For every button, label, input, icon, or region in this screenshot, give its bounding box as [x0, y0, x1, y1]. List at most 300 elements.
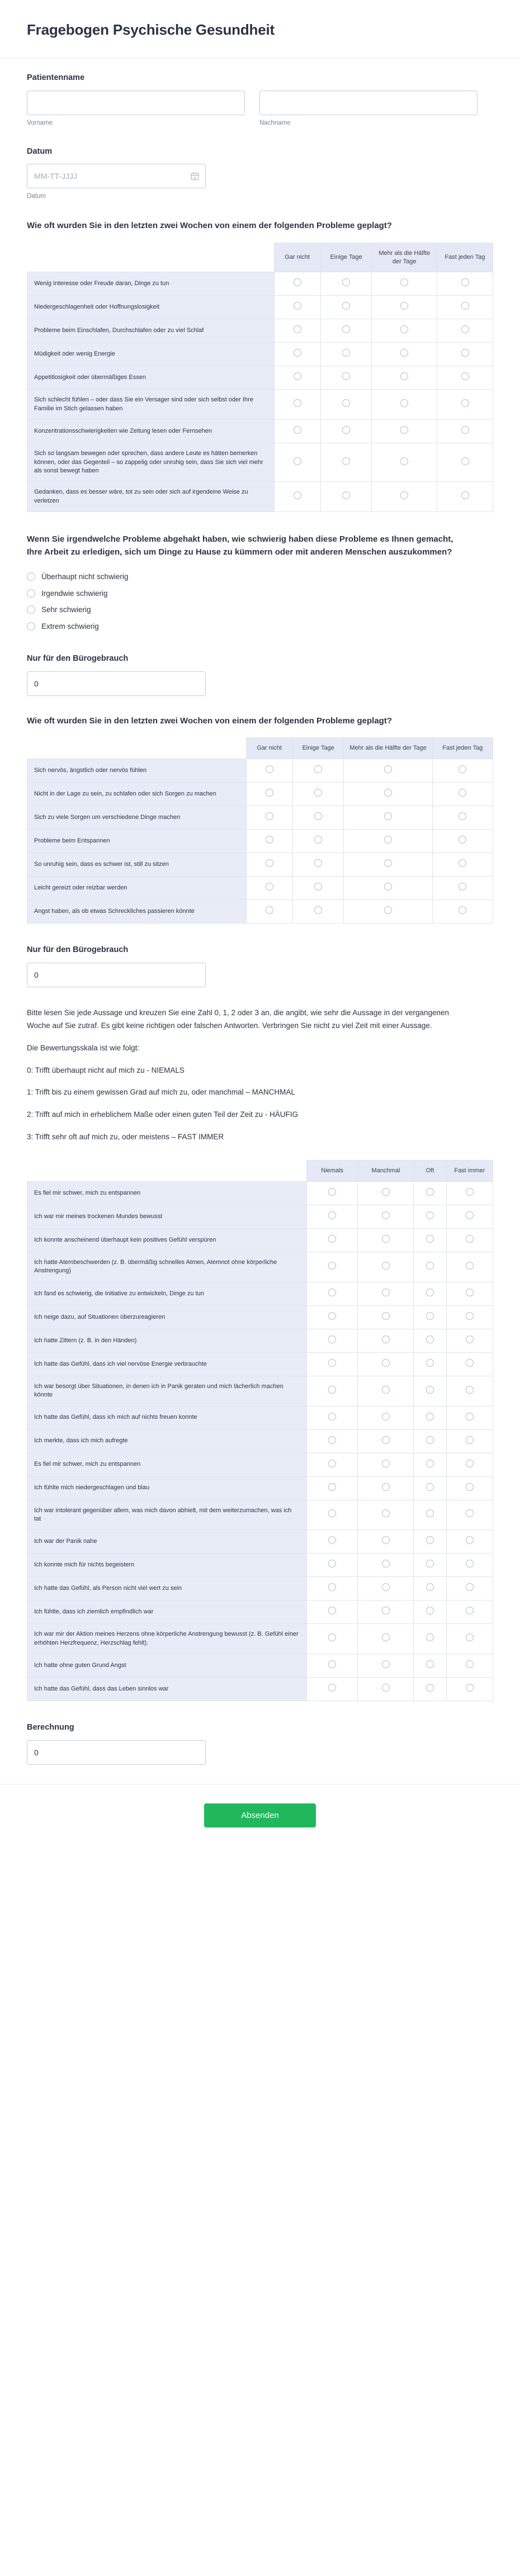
radio-button[interactable] — [294, 491, 301, 499]
radio-button[interactable] — [466, 1289, 474, 1296]
radio-button[interactable] — [461, 426, 469, 434]
matrix-cell[interactable] — [274, 272, 320, 296]
submit-button[interactable]: Absenden — [204, 1803, 316, 1827]
radio-button[interactable] — [328, 1262, 336, 1270]
radio-button[interactable] — [384, 883, 392, 891]
radio-button[interactable] — [466, 1660, 474, 1668]
matrix-cell[interactable] — [446, 1654, 493, 1678]
matrix-cell[interactable] — [274, 343, 320, 366]
matrix-cell[interactable] — [446, 1678, 493, 1701]
radio-button[interactable] — [466, 1211, 474, 1219]
matrix-cell[interactable] — [358, 1376, 414, 1406]
matrix-cell[interactable] — [437, 343, 493, 366]
matrix-cell[interactable] — [306, 1429, 358, 1453]
matrix-cell[interactable] — [414, 1453, 446, 1476]
radio-button[interactable] — [342, 372, 350, 380]
matrix-cell[interactable] — [446, 1500, 493, 1530]
radio-button[interactable] — [328, 1235, 336, 1243]
matrix-cell[interactable] — [320, 319, 372, 343]
radio-button[interactable] — [342, 491, 350, 499]
matrix-cell[interactable] — [320, 443, 372, 482]
radio-button[interactable] — [314, 836, 322, 844]
radio-button[interactable] — [382, 1262, 390, 1270]
difficulty-option[interactable] — [27, 602, 493, 618]
matrix-cell[interactable] — [437, 482, 493, 512]
matrix-cell[interactable] — [372, 366, 437, 390]
matrix-cell[interactable] — [306, 1282, 358, 1305]
matrix-cell[interactable] — [358, 1352, 414, 1376]
matrix-cell[interactable] — [306, 1329, 358, 1352]
matrix-cell[interactable] — [320, 390, 372, 420]
radio-button[interactable] — [400, 325, 408, 333]
radio-button[interactable] — [382, 1583, 390, 1591]
matrix-cell[interactable] — [306, 1352, 358, 1376]
radio-button[interactable] — [426, 1583, 434, 1591]
matrix-cell[interactable] — [306, 1228, 358, 1252]
radio-button[interactable] — [382, 1211, 390, 1219]
matrix-cell[interactable] — [372, 272, 437, 296]
matrix-cell[interactable] — [414, 1305, 446, 1329]
matrix-cell[interactable] — [432, 900, 493, 924]
matrix-cell[interactable] — [306, 1554, 358, 1577]
matrix-cell[interactable] — [292, 877, 344, 900]
radio-button[interactable] — [328, 1607, 336, 1614]
radio-button[interactable] — [384, 906, 392, 914]
radio-button[interactable] — [382, 1536, 390, 1544]
matrix-cell[interactable] — [358, 1624, 414, 1654]
radio-button[interactable] — [266, 883, 273, 891]
radio-button[interactable] — [458, 789, 466, 797]
matrix-cell[interactable] — [306, 1654, 358, 1678]
radio-button[interactable] — [400, 349, 408, 357]
matrix-cell[interactable] — [414, 1181, 446, 1205]
radio-button[interactable] — [461, 491, 469, 499]
matrix-cell[interactable] — [358, 1228, 414, 1252]
matrix-cell[interactable] — [414, 1376, 446, 1406]
matrix-cell[interactable] — [306, 1252, 358, 1282]
radio-button[interactable] — [382, 1336, 390, 1343]
radio-button[interactable] — [27, 605, 35, 614]
matrix-cell[interactable] — [446, 1329, 493, 1352]
radio-button[interactable] — [384, 812, 392, 820]
radio-button[interactable] — [400, 278, 408, 286]
radio-button[interactable] — [382, 1684, 390, 1692]
matrix-cell[interactable] — [306, 1406, 358, 1429]
matrix-cell[interactable] — [414, 1282, 446, 1305]
matrix-cell[interactable] — [358, 1282, 414, 1305]
difficulty-option[interactable] — [27, 585, 493, 602]
matrix-cell[interactable] — [414, 1600, 446, 1624]
radio-button[interactable] — [466, 1359, 474, 1367]
matrix-cell[interactable] — [246, 759, 292, 783]
radio-button[interactable] — [466, 1684, 474, 1692]
radio-button[interactable] — [382, 1359, 390, 1367]
radio-button[interactable] — [426, 1509, 434, 1517]
radio-button[interactable] — [294, 399, 301, 407]
radio-button[interactable] — [328, 1386, 336, 1394]
matrix-cell[interactable] — [432, 877, 493, 900]
matrix-cell[interactable] — [414, 1252, 446, 1282]
matrix-cell[interactable] — [274, 420, 320, 443]
matrix-cell[interactable] — [344, 830, 432, 853]
matrix-cell[interactable] — [306, 1600, 358, 1624]
matrix-cell[interactable] — [437, 319, 493, 343]
radio-button[interactable] — [466, 1262, 474, 1270]
radio-button[interactable] — [400, 426, 408, 434]
matrix-cell[interactable] — [246, 806, 292, 830]
radio-button[interactable] — [466, 1436, 474, 1444]
matrix-cell[interactable] — [446, 1429, 493, 1453]
radio-button[interactable] — [294, 302, 301, 310]
matrix-cell[interactable] — [344, 783, 432, 806]
radio-button[interactable] — [266, 906, 273, 914]
matrix-cell[interactable] — [274, 482, 320, 512]
radio-button[interactable] — [328, 1359, 336, 1367]
matrix-cell[interactable] — [437, 296, 493, 319]
radio-button[interactable] — [426, 1660, 434, 1668]
matrix-cell[interactable] — [372, 296, 437, 319]
radio-button[interactable] — [328, 1188, 336, 1196]
radio-button[interactable] — [328, 1509, 336, 1517]
radio-button[interactable] — [426, 1633, 434, 1641]
radio-button[interactable] — [27, 622, 35, 631]
radio-button[interactable] — [466, 1607, 474, 1614]
matrix-cell[interactable] — [274, 366, 320, 390]
radio-button[interactable] — [384, 836, 392, 844]
matrix-cell[interactable] — [446, 1282, 493, 1305]
matrix-cell[interactable] — [292, 900, 344, 924]
matrix-cell[interactable] — [292, 759, 344, 783]
office-use-1-input[interactable] — [27, 671, 206, 696]
radio-button[interactable] — [328, 1633, 336, 1641]
matrix-cell[interactable] — [246, 830, 292, 853]
matrix-cell[interactable] — [358, 1305, 414, 1329]
radio-button[interactable] — [328, 1312, 336, 1320]
radio-button[interactable] — [314, 812, 322, 820]
radio-button[interactable] — [294, 426, 301, 434]
radio-button[interactable] — [382, 1607, 390, 1614]
radio-button[interactable] — [466, 1509, 474, 1517]
matrix-cell[interactable] — [414, 1530, 446, 1554]
radio-button[interactable] — [328, 1413, 336, 1420]
radio-button[interactable] — [27, 572, 35, 581]
matrix-cell[interactable] — [432, 853, 493, 877]
matrix-cell[interactable] — [432, 759, 493, 783]
radio-button[interactable] — [27, 589, 35, 598]
matrix-cell[interactable] — [292, 806, 344, 830]
matrix-cell[interactable] — [358, 1181, 414, 1205]
matrix-cell[interactable] — [446, 1453, 493, 1476]
matrix-cell[interactable] — [358, 1406, 414, 1429]
radio-button[interactable] — [400, 372, 408, 380]
matrix-cell[interactable] — [246, 853, 292, 877]
matrix-cell[interactable] — [292, 830, 344, 853]
matrix-cell[interactable] — [274, 319, 320, 343]
radio-button[interactable] — [426, 1262, 434, 1270]
difficulty-option[interactable] — [27, 569, 493, 585]
radio-button[interactable] — [314, 765, 322, 773]
matrix-cell[interactable] — [292, 853, 344, 877]
radio-button[interactable] — [382, 1436, 390, 1444]
radio-button[interactable] — [466, 1583, 474, 1591]
matrix-cell[interactable] — [414, 1654, 446, 1678]
matrix-cell[interactable] — [372, 390, 437, 420]
radio-button[interactable] — [382, 1235, 390, 1243]
matrix-cell[interactable] — [274, 390, 320, 420]
radio-button[interactable] — [426, 1684, 434, 1692]
matrix-cell[interactable] — [358, 1252, 414, 1282]
radio-button[interactable] — [458, 906, 466, 914]
matrix-cell[interactable] — [358, 1678, 414, 1701]
radio-button[interactable] — [466, 1460, 474, 1467]
matrix-cell[interactable] — [306, 1205, 358, 1228]
matrix-cell[interactable] — [306, 1453, 358, 1476]
matrix-cell[interactable] — [306, 1530, 358, 1554]
matrix-cell[interactable] — [306, 1476, 358, 1500]
matrix-cell[interactable] — [306, 1577, 358, 1600]
radio-button[interactable] — [328, 1436, 336, 1444]
matrix-cell[interactable] — [358, 1500, 414, 1530]
matrix-cell[interactable] — [320, 420, 372, 443]
radio-button[interactable] — [328, 1289, 336, 1296]
matrix-cell[interactable] — [246, 877, 292, 900]
radio-button[interactable] — [426, 1460, 434, 1467]
radio-button[interactable] — [461, 278, 469, 286]
radio-button[interactable] — [384, 789, 392, 797]
radio-button[interactable] — [342, 325, 350, 333]
matrix-cell[interactable] — [344, 806, 432, 830]
radio-button[interactable] — [314, 789, 322, 797]
matrix-cell[interactable] — [306, 1181, 358, 1205]
matrix-cell[interactable] — [274, 443, 320, 482]
matrix-cell[interactable] — [358, 1530, 414, 1554]
matrix-cell[interactable] — [372, 443, 437, 482]
radio-button[interactable] — [328, 1460, 336, 1467]
matrix-cell[interactable] — [414, 1406, 446, 1429]
matrix-cell[interactable] — [320, 366, 372, 390]
radio-button[interactable] — [426, 1560, 434, 1568]
radio-button[interactable] — [382, 1312, 390, 1320]
radio-button[interactable] — [426, 1312, 434, 1320]
matrix-cell[interactable] — [344, 853, 432, 877]
matrix-cell[interactable] — [414, 1554, 446, 1577]
matrix-cell[interactable] — [358, 1654, 414, 1678]
radio-button[interactable] — [266, 765, 273, 773]
radio-button[interactable] — [294, 325, 301, 333]
matrix-cell[interactable] — [358, 1453, 414, 1476]
matrix-cell[interactable] — [446, 1554, 493, 1577]
matrix-cell[interactable] — [437, 272, 493, 296]
radio-button[interactable] — [426, 1235, 434, 1243]
radio-button[interactable] — [466, 1536, 474, 1544]
matrix-cell[interactable] — [372, 343, 437, 366]
radio-button[interactable] — [384, 765, 392, 773]
matrix-cell[interactable] — [306, 1305, 358, 1329]
matrix-cell[interactable] — [320, 343, 372, 366]
difficulty-option[interactable] — [27, 618, 493, 635]
radio-button[interactable] — [461, 349, 469, 357]
matrix-cell[interactable] — [372, 420, 437, 443]
matrix-cell[interactable] — [358, 1429, 414, 1453]
matrix-cell[interactable] — [437, 443, 493, 482]
radio-button[interactable] — [382, 1460, 390, 1467]
radio-button[interactable] — [328, 1483, 336, 1491]
matrix-cell[interactable] — [306, 1500, 358, 1530]
last-name-input[interactable] — [259, 91, 478, 115]
matrix-cell[interactable] — [344, 877, 432, 900]
matrix-cell[interactable] — [306, 1376, 358, 1406]
radio-button[interactable] — [342, 457, 350, 465]
matrix-cell[interactable] — [432, 806, 493, 830]
radio-button[interactable] — [458, 812, 466, 820]
radio-button[interactable] — [342, 302, 350, 310]
radio-button[interactable] — [382, 1660, 390, 1668]
matrix-cell[interactable] — [446, 1205, 493, 1228]
radio-button[interactable] — [328, 1211, 336, 1219]
matrix-cell[interactable] — [432, 783, 493, 806]
radio-button[interactable] — [328, 1560, 336, 1568]
radio-button[interactable] — [382, 1386, 390, 1394]
radio-button[interactable] — [266, 859, 273, 867]
radio-button[interactable] — [328, 1684, 336, 1692]
matrix-cell[interactable] — [246, 900, 292, 924]
radio-button[interactable] — [466, 1560, 474, 1568]
matrix-cell[interactable] — [306, 1624, 358, 1654]
radio-button[interactable] — [328, 1660, 336, 1668]
matrix-cell[interactable] — [437, 390, 493, 420]
matrix-cell[interactable] — [414, 1678, 446, 1701]
radio-button[interactable] — [384, 859, 392, 867]
radio-button[interactable] — [426, 1436, 434, 1444]
radio-button[interactable] — [458, 765, 466, 773]
calculation-input[interactable] — [27, 1740, 206, 1765]
radio-button[interactable] — [461, 302, 469, 310]
radio-button[interactable] — [400, 457, 408, 465]
matrix-cell[interactable] — [414, 1577, 446, 1600]
radio-button[interactable] — [328, 1536, 336, 1544]
radio-button[interactable] — [466, 1188, 474, 1196]
matrix-cell[interactable] — [414, 1329, 446, 1352]
radio-button[interactable] — [426, 1211, 434, 1219]
radio-button[interactable] — [314, 906, 322, 914]
radio-button[interactable] — [266, 812, 273, 820]
matrix-cell[interactable] — [446, 1305, 493, 1329]
matrix-cell[interactable] — [446, 1352, 493, 1376]
matrix-cell[interactable] — [414, 1500, 446, 1530]
radio-button[interactable] — [382, 1633, 390, 1641]
radio-button[interactable] — [466, 1483, 474, 1491]
radio-button[interactable] — [294, 372, 301, 380]
radio-button[interactable] — [458, 836, 466, 844]
radio-button[interactable] — [294, 278, 301, 286]
matrix-cell[interactable] — [446, 1624, 493, 1654]
radio-button[interactable] — [466, 1633, 474, 1641]
matrix-cell[interactable] — [446, 1476, 493, 1500]
radio-button[interactable] — [458, 883, 466, 891]
radio-button[interactable] — [342, 278, 350, 286]
matrix-cell[interactable] — [446, 1530, 493, 1554]
matrix-cell[interactable] — [414, 1429, 446, 1453]
radio-button[interactable] — [266, 789, 273, 797]
radio-button[interactable] — [400, 491, 408, 499]
matrix-cell[interactable] — [372, 319, 437, 343]
matrix-cell[interactable] — [274, 296, 320, 319]
radio-button[interactable] — [294, 457, 301, 465]
radio-button[interactable] — [466, 1312, 474, 1320]
matrix-cell[interactable] — [358, 1577, 414, 1600]
matrix-cell[interactable] — [446, 1577, 493, 1600]
radio-button[interactable] — [328, 1583, 336, 1591]
radio-button[interactable] — [382, 1509, 390, 1517]
matrix-cell[interactable] — [306, 1678, 358, 1701]
matrix-cell[interactable] — [446, 1376, 493, 1406]
matrix-cell[interactable] — [446, 1228, 493, 1252]
radio-button[interactable] — [461, 399, 469, 407]
office-use-2-input[interactable] — [27, 963, 206, 987]
radio-button[interactable] — [426, 1359, 434, 1367]
radio-button[interactable] — [328, 1336, 336, 1343]
radio-button[interactable] — [266, 836, 273, 844]
radio-button[interactable] — [461, 372, 469, 380]
radio-button[interactable] — [382, 1483, 390, 1491]
radio-button[interactable] — [426, 1413, 434, 1420]
matrix-cell[interactable] — [344, 900, 432, 924]
radio-button[interactable] — [426, 1386, 434, 1394]
radio-button[interactable] — [461, 457, 469, 465]
matrix-cell[interactable] — [414, 1624, 446, 1654]
matrix-cell[interactable] — [414, 1205, 446, 1228]
radio-button[interactable] — [426, 1336, 434, 1343]
radio-button[interactable] — [382, 1413, 390, 1420]
matrix-cell[interactable] — [358, 1554, 414, 1577]
radio-button[interactable] — [458, 859, 466, 867]
radio-button[interactable] — [382, 1188, 390, 1196]
matrix-cell[interactable] — [358, 1205, 414, 1228]
radio-button[interactable] — [382, 1560, 390, 1568]
radio-button[interactable] — [466, 1235, 474, 1243]
radio-button[interactable] — [400, 399, 408, 407]
first-name-input[interactable] — [27, 91, 245, 115]
matrix-cell[interactable] — [432, 830, 493, 853]
radio-button[interactable] — [294, 349, 301, 357]
matrix-cell[interactable] — [372, 482, 437, 512]
matrix-cell[interactable] — [437, 366, 493, 390]
radio-button[interactable] — [382, 1289, 390, 1296]
radio-button[interactable] — [426, 1536, 434, 1544]
radio-button[interactable] — [314, 883, 322, 891]
matrix-cell[interactable] — [446, 1252, 493, 1282]
matrix-cell[interactable] — [414, 1476, 446, 1500]
radio-button[interactable] — [342, 349, 350, 357]
matrix-cell[interactable] — [292, 783, 344, 806]
matrix-cell[interactable] — [437, 420, 493, 443]
matrix-cell[interactable] — [446, 1181, 493, 1205]
radio-button[interactable] — [426, 1188, 434, 1196]
matrix-cell[interactable] — [414, 1228, 446, 1252]
radio-button[interactable] — [342, 399, 350, 407]
radio-button[interactable] — [314, 859, 322, 867]
date-input[interactable] — [27, 164, 206, 188]
matrix-cell[interactable] — [320, 296, 372, 319]
matrix-cell[interactable] — [358, 1600, 414, 1624]
matrix-cell[interactable] — [344, 759, 432, 783]
radio-button[interactable] — [461, 325, 469, 333]
radio-button[interactable] — [426, 1289, 434, 1296]
matrix-cell[interactable] — [446, 1406, 493, 1429]
matrix-cell[interactable] — [320, 482, 372, 512]
matrix-cell[interactable] — [414, 1352, 446, 1376]
radio-button[interactable] — [426, 1607, 434, 1614]
